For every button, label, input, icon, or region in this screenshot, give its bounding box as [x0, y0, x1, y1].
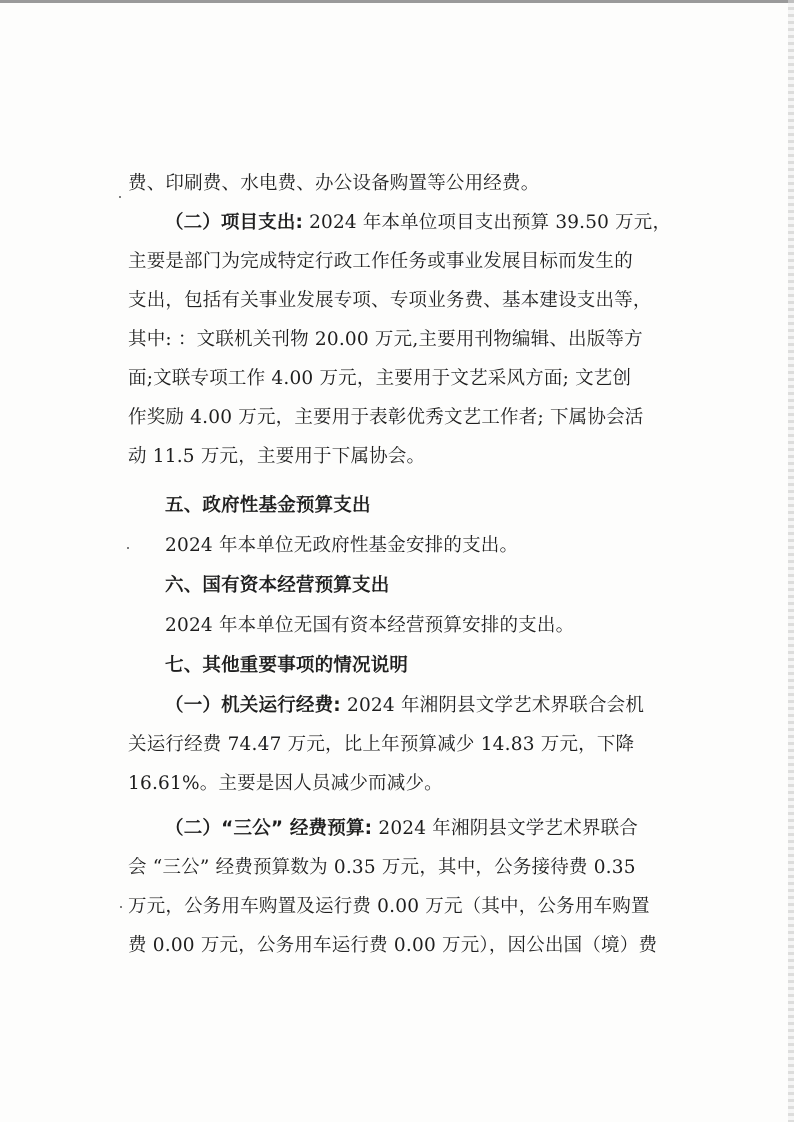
- scan-speck: [127, 547, 129, 549]
- paragraph-line: 费 0.00 万元，公务用车运行费 0.00 万元），因公出国（境）费: [128, 935, 658, 956]
- paragraph-line: 支出，包括有关事业发展专项、专项业务费、基本建设支出等，: [128, 290, 652, 311]
- section-heading-6: 六、国有资本经营预算支出: [165, 575, 390, 596]
- paragraph-line: [165, 817, 638, 841]
- scan-border-top: [0, 0, 794, 3]
- paragraph-line: 动 11.5 万元，主要用于下属协会。: [128, 446, 426, 467]
- paragraph-text: 2024 年本单位项目支出预算 39.50 万元，: [303, 212, 672, 233]
- section-heading-7: 七、其他重要事项的情况说明: [165, 655, 409, 676]
- section-label-operating-costs: （一）机关运行经费:: [165, 695, 341, 716]
- section-label-project-expenditure: （二）项目支出:: [165, 212, 304, 233]
- section-label-three-public: （二）“三公” 经费预算:: [165, 818, 373, 839]
- paragraph-line: 主要是部门为完成特定行政工作任务或事业发展目标而发生的: [128, 251, 633, 272]
- scan-border-right: [788, 0, 794, 1122]
- scan-speck: [120, 906, 122, 908]
- paragraph-line: 万元，公务用车购置及运行费 0.00 万元（其中，公务用车购置: [128, 896, 650, 917]
- paragraph-line: 2024 年本单位无国有资本经营预算安排的支出。: [165, 615, 575, 636]
- scan-speck: [119, 196, 121, 198]
- paragraph-line: 作奖励 4.00 万元，主要用于表彰优秀文艺工作者; 下属协会活: [128, 407, 644, 428]
- paragraph-line: 费、印刷费、水电费、办公设备购置等公用经费。: [128, 173, 540, 194]
- paragraph-text: 2024 年湘阴县文学艺术界联合会机: [340, 695, 645, 716]
- paragraph-line: 会 “三公” 经费预算数为 0.35 万元，其中，公务接待费 0.35: [128, 857, 636, 878]
- paragraph-line: [165, 694, 644, 718]
- paragraph-line: 关运行经费 74.47 万元，比上年预算减少 14.83 万元，下降: [128, 734, 635, 755]
- section-heading-5: 五、政府性基金预算支出: [165, 495, 371, 516]
- paragraph-line: 面;文联专项工作 4.00 万元，主要用于文艺采风方面; 文艺创: [128, 368, 632, 389]
- paragraph-text: 2024 年湘阴县文学艺术界联合: [372, 818, 639, 839]
- paragraph-line: 16.61%。主要是因人员减少而减少。: [128, 773, 443, 794]
- paragraph-line: 其中: ：文联机关刊物 20.00 万元,主要用刊物编辑、出版等方: [128, 329, 643, 350]
- paragraph-line: 2024 年本单位无政府性基金安排的支出。: [165, 535, 519, 556]
- paragraph-line: [165, 211, 671, 235]
